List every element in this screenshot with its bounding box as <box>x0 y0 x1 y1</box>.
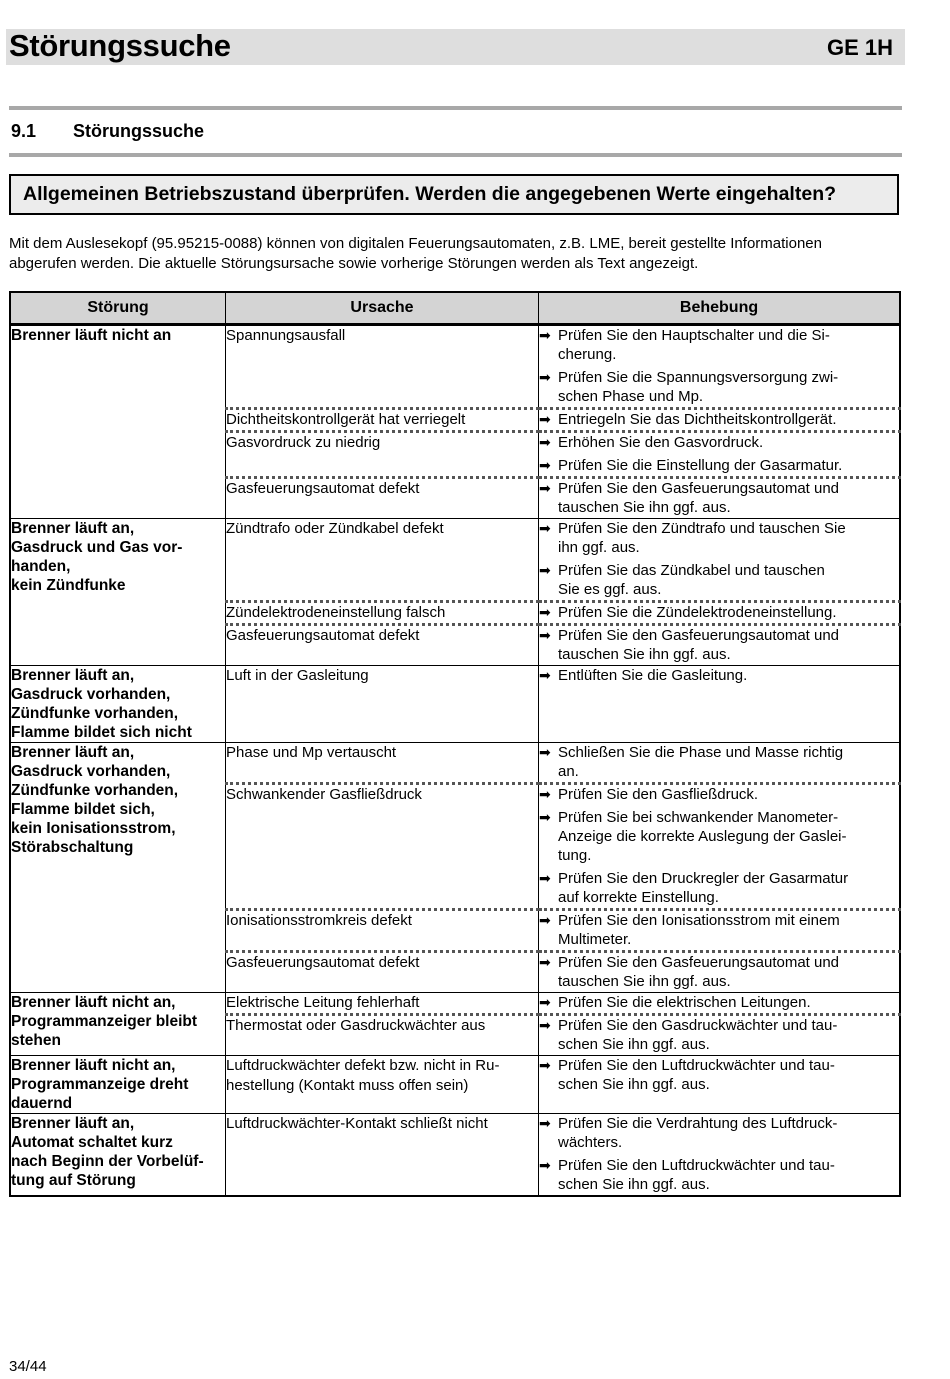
fault-cell <box>10 1114 226 1197</box>
column-header-remedy: Behebung <box>539 292 901 325</box>
remedy-item <box>539 456 899 475</box>
cause-text: Luft in der Gasleitung <box>226 667 369 684</box>
remedy-text <box>558 808 899 865</box>
arrow-right-icon: ➡ <box>539 786 551 802</box>
remedy-item <box>539 911 899 949</box>
section-number: 9.1 <box>11 121 37 141</box>
remedy-text <box>558 519 899 557</box>
remedy-line: Erhöhen Sie den Gasvordruck. <box>558 434 764 451</box>
fault-cell <box>10 666 226 743</box>
remedy-line: Prüfen Sie den Gasfeuerungsautomat und <box>558 954 840 971</box>
remedy-item <box>539 626 899 664</box>
remedy-text <box>558 433 899 452</box>
cause-cell <box>226 952 539 993</box>
remedy-item <box>539 368 899 406</box>
remedy-cell <box>539 625 901 666</box>
fault-text: Zündfunke vorhanden, <box>11 782 179 799</box>
troubleshooting-table <box>9 291 901 1197</box>
divider <box>9 153 902 157</box>
instruction-box <box>9 174 899 215</box>
table-row <box>10 993 900 1015</box>
arrow-right-icon: ➡ <box>539 667 551 683</box>
remedy-cell <box>539 666 901 743</box>
cause-text: Phase und Mp vertauscht <box>226 744 397 761</box>
remedy-line: Prüfen Sie die Einstellung der Gasarmatur. <box>558 457 843 474</box>
remedy-text <box>558 479 899 517</box>
table-header-row <box>10 292 900 325</box>
remedy-cell <box>539 325 901 409</box>
remedy-cell <box>539 519 901 602</box>
remedy-line: Prüfen Sie den Zündtrafo und tauschen Sie <box>558 520 846 537</box>
remedy-item <box>539 410 899 429</box>
remedy-line: cherung. <box>558 346 617 363</box>
remedy-cell <box>539 478 901 519</box>
remedy-cell <box>539 952 901 993</box>
remedy-line: schen Sie ihn ggf. aus. <box>558 1176 710 1193</box>
fault-text: Zündfunke vorhanden, <box>11 705 179 722</box>
remedy-item <box>539 519 899 557</box>
fault-text: Brenner läuft an, <box>11 744 135 761</box>
remedy-line: Prüfen Sie die elektrischen Leitungen. <box>558 994 811 1011</box>
cause-text: Gasfeuerungsautomat defekt <box>226 954 420 971</box>
arrow-right-icon: ➡ <box>539 744 551 760</box>
remedy-text <box>558 869 899 907</box>
fault-text: Gasdruck vorhanden, <box>11 686 171 703</box>
cause-text: Ionisationsstromkreis defekt <box>226 912 412 929</box>
remedy-line: schen Sie ihn ggf. aus. <box>558 1036 710 1053</box>
remedy-text <box>558 456 899 475</box>
arrow-right-icon: ➡ <box>539 411 551 427</box>
arrow-right-icon: ➡ <box>539 604 551 620</box>
fault-text: Automat schaltet kurz <box>11 1134 173 1151</box>
remedy-text <box>558 1156 899 1194</box>
remedy-item <box>539 785 899 804</box>
remedy-line: Prüfen Sie den Gasfeuerungsautomat und <box>558 627 840 644</box>
cause-cell <box>226 432 539 478</box>
remedy-line: an. <box>558 763 579 780</box>
remedy-text <box>558 410 899 429</box>
remedy-cell <box>539 910 901 952</box>
fault-text: Brenner läuft nicht an <box>11 327 172 344</box>
remedy-text <box>558 1016 899 1054</box>
cause-cell <box>226 910 539 952</box>
remedy-text <box>558 743 899 781</box>
cause-text: Zündtrafo oder Zündkabel defekt <box>226 520 444 537</box>
intro-line: abgerufen werden. Die aktuelle Störungsursache sowie vorherige Störungen werden als Text angezeigt. <box>9 255 699 272</box>
arrow-right-icon: ➡ <box>539 480 551 496</box>
remedy-item <box>539 743 899 781</box>
remedy-cell <box>539 432 901 478</box>
column-header-fault: Störung <box>10 292 226 325</box>
remedy-line: Prüfen Sie den Gasfließdruck. <box>558 786 759 803</box>
remedy-item <box>539 993 899 1012</box>
device-code: GE 1H <box>826 35 893 60</box>
fault-cell <box>10 325 226 519</box>
remedy-line: ihn ggf. aus. <box>558 539 640 556</box>
remedy-text <box>558 1056 899 1094</box>
cause-text: Gasfeuerungsautomat defekt <box>226 480 420 497</box>
arrow-right-icon: ➡ <box>539 520 551 536</box>
remedy-text <box>558 911 899 949</box>
fault-cell <box>10 743 226 993</box>
instruction-text: Allgemeinen Betriebszustand überprüfen. Werden die angegebenen Werte eingehalten? <box>23 183 837 205</box>
fault-text: Gasdruck und Gas vor- <box>11 539 183 556</box>
remedy-item <box>539 808 899 865</box>
arrow-right-icon: ➡ <box>539 994 551 1010</box>
remedy-line: Prüfen Sie das Zündkabel und tauschen <box>558 562 825 579</box>
table-row <box>10 325 900 409</box>
remedy-line: Prüfen Sie die Zündelektrodeneinstellung. <box>558 604 837 621</box>
page-title: Störungssuche <box>9 28 231 63</box>
fault-text: Flamme bildet sich nicht <box>11 724 192 741</box>
remedy-item <box>539 1056 899 1094</box>
table-row <box>10 1056 900 1114</box>
remedy-text <box>558 1114 899 1152</box>
fault-text: nach Beginn der Vorbelüf- <box>11 1153 204 1170</box>
cause-text: Zündelektrodeneinstellung falsch <box>226 604 446 621</box>
cause-text: hestellung (Kontakt muss offen sein) <box>226 1077 469 1094</box>
remedy-line: tauschen Sie ihn ggf. aus. <box>558 973 731 990</box>
cause-text: Thermostat oder Gasdruckwächter aus <box>226 1017 486 1034</box>
remedy-line: Prüfen Sie den Druckregler der Gasarmatur <box>558 870 849 887</box>
fault-text: kein Ionisationsstrom, <box>11 820 176 837</box>
remedy-text <box>558 368 899 406</box>
fault-text: Brenner läuft nicht an, <box>11 994 176 1011</box>
remedy-item <box>539 603 899 622</box>
remedy-line: tauschen Sie ihn ggf. aus. <box>558 646 731 663</box>
remedy-item <box>539 1016 899 1054</box>
fault-text: stehen <box>11 1032 61 1049</box>
intro-paragraph <box>9 234 909 274</box>
remedy-cell <box>539 743 901 784</box>
arrow-right-icon: ➡ <box>539 912 551 928</box>
cause-text: Luftdruckwächter defekt bzw. nicht in Ru- <box>226 1057 500 1074</box>
fault-text: handen, <box>11 558 71 575</box>
cause-cell <box>226 409 539 432</box>
fault-cell <box>10 519 226 666</box>
cause-cell <box>226 1015 539 1056</box>
remedy-line: tung. <box>558 847 592 864</box>
remedy-line: Prüfen Sie den Ionisationsstrom mit einem <box>558 912 840 929</box>
cause-cell <box>226 743 539 784</box>
remedy-text <box>558 993 899 1012</box>
remedy-line: Anzeige die korrekte Auslegung der Gaslei- <box>558 828 847 845</box>
remedy-cell <box>539 993 901 1015</box>
cause-cell <box>226 519 539 602</box>
remedy-cell <box>539 602 901 625</box>
remedy-item <box>539 433 899 452</box>
remedy-line: Prüfen Sie die Spannungsversorgung zwi- <box>558 369 839 386</box>
divider <box>9 106 902 110</box>
table-row <box>10 666 900 743</box>
arrow-right-icon: ➡ <box>539 1115 551 1131</box>
remedy-cell <box>539 1114 901 1197</box>
table-body <box>10 325 900 1197</box>
remedy-text <box>558 603 899 622</box>
remedy-text <box>558 953 899 991</box>
remedy-line: Prüfen Sie den Luftdruckwächter und tau- <box>558 1157 835 1174</box>
cause-cell <box>226 625 539 666</box>
remedy-item <box>539 561 899 599</box>
remedy-line: Prüfen Sie den Luftdruckwächter und tau- <box>558 1057 835 1074</box>
cause-cell <box>226 784 539 910</box>
table-row <box>10 743 900 784</box>
page-number: 34/44 <box>9 1358 47 1375</box>
remedy-text <box>558 785 899 804</box>
remedy-text <box>558 626 899 664</box>
table-row <box>10 1114 900 1197</box>
remedy-line: Entlüften Sie die Gasleitung. <box>558 667 748 684</box>
arrow-right-icon: ➡ <box>539 434 551 450</box>
cause-text: Luftdruckwächter-Kontakt schließt nicht <box>226 1115 488 1132</box>
arrow-right-icon: ➡ <box>539 954 551 970</box>
cause-text: Gasfeuerungsautomat defekt <box>226 627 420 644</box>
arrow-right-icon: ➡ <box>539 369 551 385</box>
remedy-text <box>558 666 899 685</box>
fault-text: Gasdruck vorhanden, <box>11 763 171 780</box>
fault-text: Flamme bildet sich, <box>11 801 155 818</box>
fault-cell <box>10 1056 226 1114</box>
remedy-line: Schließen Sie die Phase und Masse richtig <box>558 744 844 761</box>
cause-cell <box>226 1056 539 1114</box>
cause-cell <box>226 602 539 625</box>
arrow-right-icon: ➡ <box>539 1017 551 1033</box>
fault-text: Störabschaltung <box>11 839 134 856</box>
remedy-line: Sie es ggf. aus. <box>558 581 662 598</box>
remedy-item <box>539 953 899 991</box>
fault-text: Programmanzeige dreht <box>11 1076 189 1093</box>
cause-cell <box>226 1114 539 1197</box>
arrow-right-icon: ➡ <box>539 627 551 643</box>
remedy-cell <box>539 1056 901 1114</box>
arrow-right-icon: ➡ <box>539 327 551 343</box>
remedy-item <box>539 1156 899 1194</box>
remedy-cell <box>539 784 901 910</box>
fault-text: Brenner läuft an, <box>11 667 135 684</box>
cause-cell <box>226 993 539 1015</box>
fault-text: tung auf Störung <box>11 1172 136 1189</box>
arrow-right-icon: ➡ <box>539 1157 551 1173</box>
page-header <box>6 29 905 65</box>
fault-text: Brenner läuft an, <box>11 520 135 537</box>
fault-text: Programmanzeiger bleibt <box>11 1013 198 1030</box>
section-title: Störungssuche <box>73 121 205 141</box>
remedy-line: auf korrekte Einstellung. <box>558 889 719 906</box>
remedy-item <box>539 869 899 907</box>
arrow-right-icon: ➡ <box>539 562 551 578</box>
remedy-cell <box>539 1015 901 1056</box>
remedy-text <box>558 326 899 364</box>
remedy-line: Prüfen Sie die Verdrahtung des Luftdruck- <box>558 1115 838 1132</box>
cause-text: Elektrische Leitung fehlerhaft <box>226 994 420 1011</box>
cause-text: Schwankender Gasfließdruck <box>226 786 422 803</box>
remedy-line: schen Phase und Mp. <box>558 388 704 405</box>
remedy-text <box>558 561 899 599</box>
remedy-cell <box>539 409 901 432</box>
cause-text: Dichtheitskontrollgerät hat verriegelt <box>226 411 466 428</box>
column-header-cause: Ursache <box>226 292 539 325</box>
remedy-item <box>539 1114 899 1152</box>
remedy-line: tauschen Sie ihn ggf. aus. <box>558 499 731 516</box>
remedy-line: Prüfen Sie den Hauptschalter und die Si- <box>558 327 830 344</box>
remedy-line: schen Sie ihn ggf. aus. <box>558 1076 710 1093</box>
remedy-line: Multimeter. <box>558 931 632 948</box>
arrow-right-icon: ➡ <box>539 870 551 886</box>
fault-cell <box>10 993 226 1056</box>
fault-text: Brenner läuft nicht an, <box>11 1057 176 1074</box>
cause-cell <box>226 478 539 519</box>
cause-text: Spannungsausfall <box>226 327 346 344</box>
cause-cell <box>226 666 539 743</box>
arrow-right-icon: ➡ <box>539 457 551 473</box>
table-row <box>10 519 900 602</box>
cause-cell <box>226 325 539 409</box>
fault-text: Brenner läuft an, <box>11 1115 135 1132</box>
fault-text: dauernd <box>11 1095 73 1112</box>
remedy-item <box>539 326 899 364</box>
intro-line: Mit dem Auslesekopf (95.95215-0088) können von digitalen Feuerungsautomaten, z.B. LME, bereit gestellte Informationen <box>9 235 822 252</box>
remedy-line: Prüfen Sie den Gasfeuerungsautomat und <box>558 480 840 497</box>
remedy-line: wächters. <box>558 1134 623 1151</box>
remedy-line: Prüfen Sie bei schwankender Manometer- <box>558 809 839 826</box>
arrow-right-icon: ➡ <box>539 1057 551 1073</box>
remedy-item <box>539 479 899 517</box>
fault-text: kein Zündfunke <box>11 577 126 594</box>
arrow-right-icon: ➡ <box>539 809 551 825</box>
remedy-line: Prüfen Sie den Gasdruckwächter und tau- <box>558 1017 838 1034</box>
remedy-line: Entriegeln Sie das Dichtheitskontrollgerät. <box>558 411 837 428</box>
cause-text: Gasvordruck zu niedrig <box>226 434 381 451</box>
remedy-item <box>539 666 899 685</box>
